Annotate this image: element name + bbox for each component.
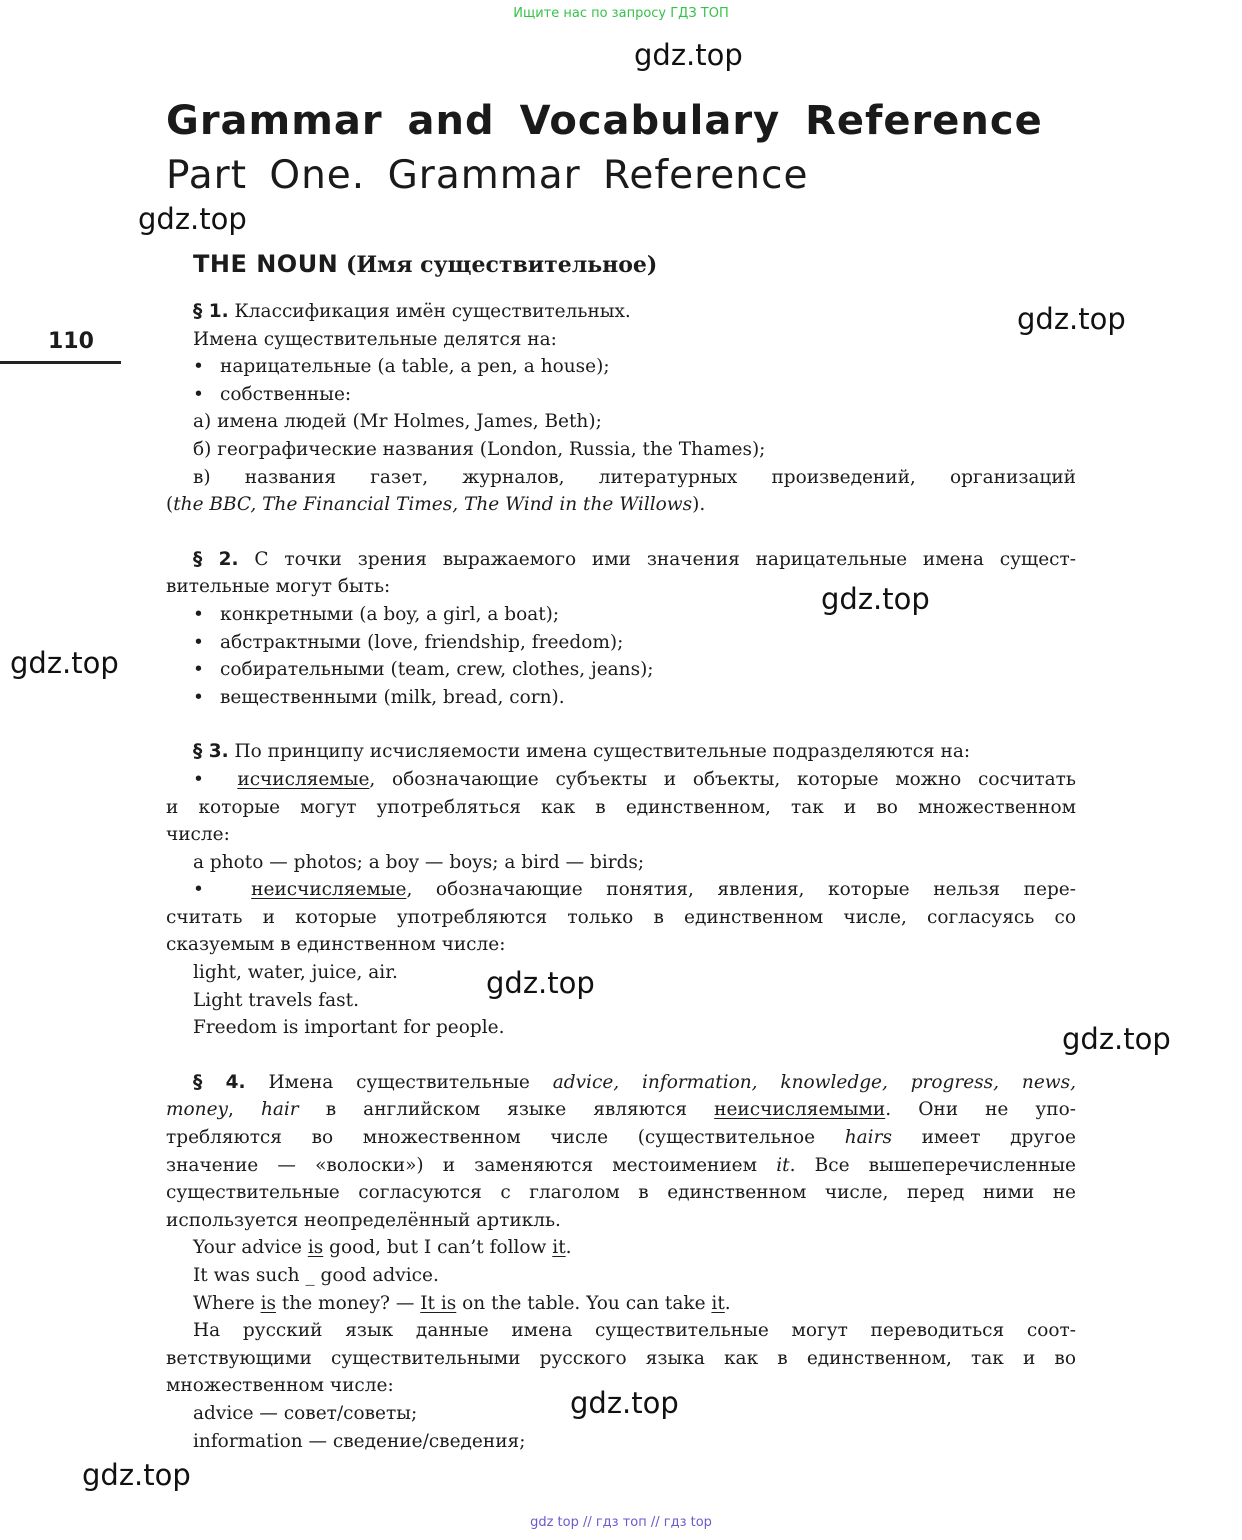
s3-uncountable-text: , обозначающие понятия, явления, которые нельзя пере- [406,879,1076,901]
s4-example: Where is the money? — It is on the table. You can take it. [193,1292,731,1314]
watermark: gdz.top [570,1386,679,1420]
s3-uncountable-line2: считать и которые употребляются только в единственном числе, согласуясь со [166,906,1076,928]
page-subtitle: Part One. Grammar Reference [166,153,809,198]
s4-text: Имена существительные [268,1071,530,1093]
s4-text: требляются во множественном числе (существительное [166,1127,816,1149]
list-item: • вещественными (milk, bread, corn). [193,686,565,708]
s4-italic: advice, information, knowledge, progress, news, [552,1071,1076,1093]
s4-para2-line1: На русский язык данные имена существительные могут переводиться соот- [193,1320,1076,1342]
s4-example: Your advice is good, but I can’t follow it. [193,1237,572,1259]
list-item: • нарицательные (a table, a pen, a house); [193,356,610,378]
page-title: Grammar and Vocabulary Reference [166,98,1043,144]
s4-text: . Все вышеперечисленные [789,1154,1076,1176]
s4-line2: money, hair в английском языке являются неисчисляемыми. Они не упо- [166,1099,1077,1121]
s3-uncountable-term: неисчисляемые [251,879,407,901]
s1-item-c-examples: (the BBC, The Financial Times, The Wind in the Willows). [166,494,706,516]
list-item-text: вещественными (milk, bread, corn). [220,686,565,708]
s4-text: имеет другое [921,1127,1076,1149]
watermark: gdz.top [486,966,595,1000]
s4-italic: hair [260,1099,299,1121]
s3-example: light, water, juice, air. [193,962,398,984]
s4-translation: information — сведение/сведения; [193,1430,526,1452]
watermark: gdz.top [821,582,930,616]
page-number-rule [0,361,121,364]
s4-line4 [166,1152,1076,1180]
watermark: gdz.top [138,202,247,236]
s4-line3 [166,1124,1076,1152]
s3-uncountable-line1: • неисчисляемые, обозначающие понятия, явления, которые нельзя пере- [193,879,1076,901]
list-item: • собирательными (team, crew, clothes, jeans); [193,659,654,681]
page-number: 110 [48,329,94,354]
s3-number: § 3. [193,741,229,763]
s3-example: Light travels fast. [193,989,359,1011]
list-item-text: собственные: [220,383,352,405]
s1-examples-italic: the BBC, The Financial Times, The Wind in the Willows [173,494,693,516]
s4-text: значение — «волоски») и заменяются местоимением [166,1154,758,1176]
list-item-text: нарицательные (a table, a pen, a house); [220,356,610,378]
s4-italic: money [166,1099,228,1121]
s4-para2-line2: ветствующими существительными русского языка как в единственном, так и во [166,1347,1076,1369]
list-item-text: абстрактными (love, friendship, freedom); [220,631,624,653]
list-item: • собственные: [193,383,352,405]
s1-heading [166,298,1076,326]
list-item: • абстрактными (love, friendship, freedom); [193,631,624,653]
footer-links[interactable]: gdz top // гдз топ // гдз top [530,1515,712,1530]
s2-line1-text: С точки зрения выражаемого ими значения нарицательные имена сущест- [254,548,1077,570]
watermark: gdz.top [634,38,743,72]
s4-number: § 4. [193,1071,246,1093]
s4-para2-line3: множественном числе: [166,1375,394,1397]
s4-underlined: неисчисляемыми [714,1099,886,1121]
s1-item-b: б) географические названия (London, Russia, the Thames); [193,438,766,460]
watermark: gdz.top [1062,1022,1171,1056]
section-heading-ru: (Имя существительное) [345,252,658,278]
s2-line2: вительные могут быть: [166,576,391,598]
watermark: gdz.top [1017,302,1126,336]
list-item: • конкретными (a boy, a girl, a boat); [193,603,560,625]
s3-countable-text: , обозначающие субъекты и объекты, которые можно сосчитать [369,768,1076,790]
s4-text: в английском языке являются [325,1099,688,1121]
watermark: gdz.top [82,1458,191,1492]
list-item-text: конкретными (a boy, a girl, a boat); [220,603,560,625]
s4-italic: it [776,1154,790,1176]
section-heading-en: THE NOUN [193,250,339,278]
s3-heading [166,738,1076,766]
list-item-text: собирательными (team, crew, clothes, jeans); [220,659,654,681]
content [166,298,1076,1455]
s1-item-c: в) названия газет, журналов, литературных произведений, организаций [193,466,1076,488]
watermark: gdz.top [10,646,119,680]
s2-line1 [166,546,1076,574]
s3-example: a photo — photos; a boy — boys; a bird — birds; [193,851,645,873]
s4-translation: advice — совет/советы; [193,1402,418,1424]
s4-text: . Они не упо- [885,1099,1077,1121]
s2-number: § 2. [193,548,239,570]
search-banner[interactable]: Ищите нас по запросу ГДЗ ТОП [513,6,729,21]
s3-countable-line1: • исчисляемые, обозначающие субъекты и объекты, которые можно сосчитать [193,768,1076,790]
s3-countable-line2: и которые могут употребляться как в единственном, так и во множественном [166,796,1076,818]
section-heading [193,250,657,278]
s4-line1 [166,1069,1076,1097]
s3-countable-line3: числе: [166,824,230,846]
s4-line6: используется неопределённый артикль. [166,1209,561,1231]
s1-item-a: а) имена людей (Mr Holmes, James, Beth); [193,411,602,433]
s3-example: Freedom is important for people. [193,1017,505,1039]
s1-intro: Имена существительные делятся на: [193,328,557,350]
s3-heading-text: По принципу исчисляемости имена существительные подразделяются на: [234,741,971,763]
s3-countable-term: исчисляемые [237,768,370,790]
s4-example: It was such _ good advice. [193,1265,439,1286]
s1-number: § 1. [193,301,229,322]
s3-uncountable-line3: сказуемым в единственном числе: [166,934,506,956]
s4-line5: существительные согласуются с глаголом в единственном числе, перед ними не [166,1182,1076,1204]
s1-heading-text: Классификация имён существительных. [234,301,631,322]
s4-italic: hairs [844,1127,892,1149]
